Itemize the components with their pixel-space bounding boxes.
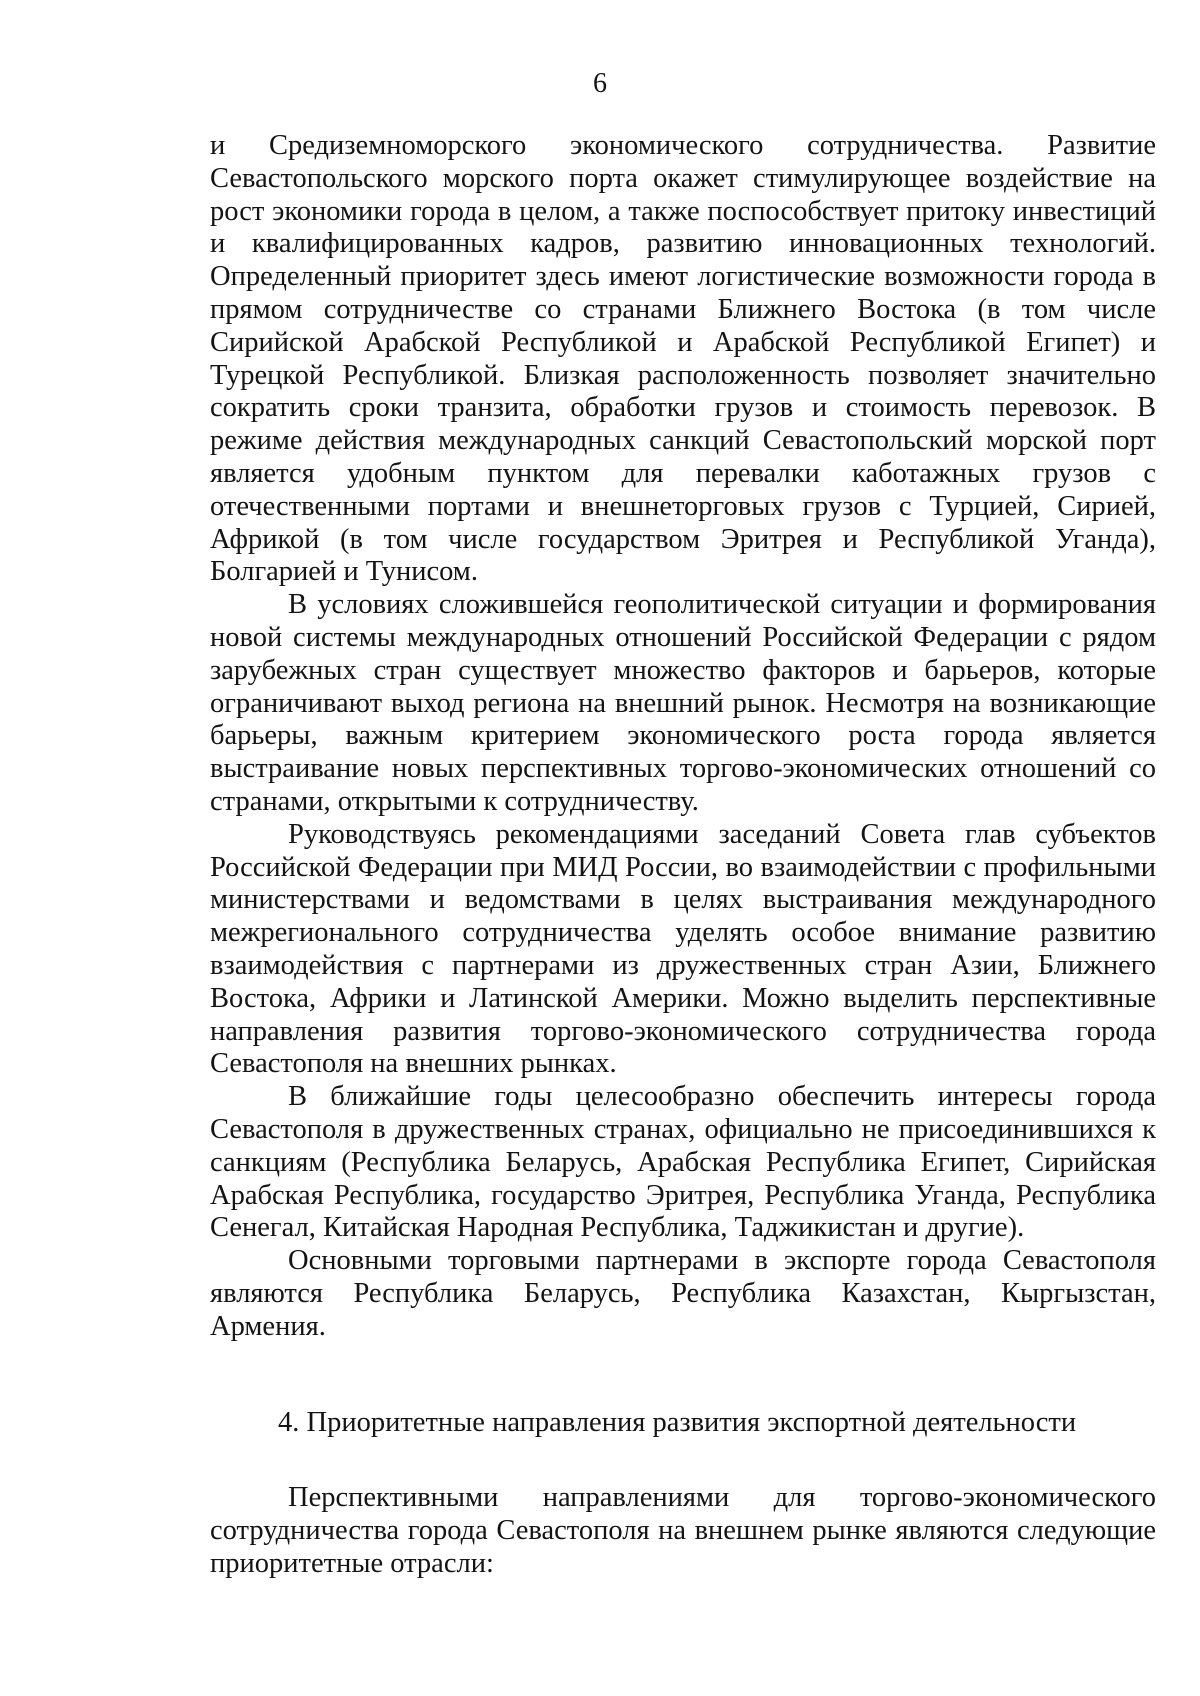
document-body — [210, 130, 1156, 1581]
paragraph-priority-sectors: Перспективными направлениями для торгово-экономического сотрудничества города Севастополя на внешнем рынке являются следующие приоритетные отрасли: — [210, 1482, 1156, 1579]
section-heading: 4. Приоритетные направления развития экспортной деятельности — [278, 1407, 1077, 1439]
paragraph-trade-partners: Основными торговыми партнерами в экспорте города Севастополя являются Республика Беларусь, Республика Казахстан, Кыргызстан, Армения. — [210, 1245, 1156, 1342]
page-number: 6 — [593, 68, 607, 99]
paragraph-mfa-recommendations: Руководствуясь рекомендациями заседаний Совета глав субъектов Российской Федерации при МИД России, во взаимодействии с профильными министерствами и ведомствами в целях выстраивания международного межрегионального сотрудничества уделять особое внимание развитию взаимодействия с партнерами из дружественных стран Азии, Ближнего Востока, Африки и Латинской Америки. Можно выделить перспективные направления развития торгово-экономического сотрудничества города Севастополя на внешних рынках. — [210, 818, 1156, 1080]
paragraph-friendly-countries: В ближайшие годы целесообразно обеспечить интересы города Севастополя в дружественных странах, официально не присоединившихся к санкциям (Республика Беларусь, Арабская Республика Египет, Сирийская Арабская Республика, государство Эритрея, Республика Уганда, Республика Сенегал, Китайская Народная Республика, Таджикистан и другие). — [210, 1081, 1156, 1244]
paragraph-ports-logistics: и Средиземноморского экономического сотрудничества. Развитие Севастопольского морского порта окажет стимулирующее воздействие на рост экономики города в целом, а также поспособствует притоку инвестиций и квалифицированных кадров, развитию инновационных технологий. Определенный приоритет здесь имеют логистические возможности города в прямом сотрудничестве со странами Ближнего Востока (в том числе Сирийской Арабской Республикой и Арабской Республикой Египет) и Турецкой Республикой. Близкая расположенность позволяет значительно сократить сроки транзита, обработки грузов и стоимость перевозок. В режиме действия международных санкций Севастопольский морской порт является удобным пунктом для перевалки каботажных грузов с отечественными портами и внешнеторговых грузов с Турцией, Сирией, Африкой (в том числе государством Эритрея и Республикой Уганда), Болгарией и Тунисом. — [210, 130, 1156, 588]
paragraph-geopolitical-situation: В условиях сложившейся геополитической ситуации и формирования новой системы международных отношений Российской Федерации с рядом зарубежных стран существует множество факторов и барьеров, которые ограничивают выход региона на внешний рынок. Несмотря на возникающие барьеры, важным критерием экономического роста города является выстраивание новых перспективных торгово-экономических отношений со странами, открытыми к сотрудничеству. — [210, 589, 1156, 817]
